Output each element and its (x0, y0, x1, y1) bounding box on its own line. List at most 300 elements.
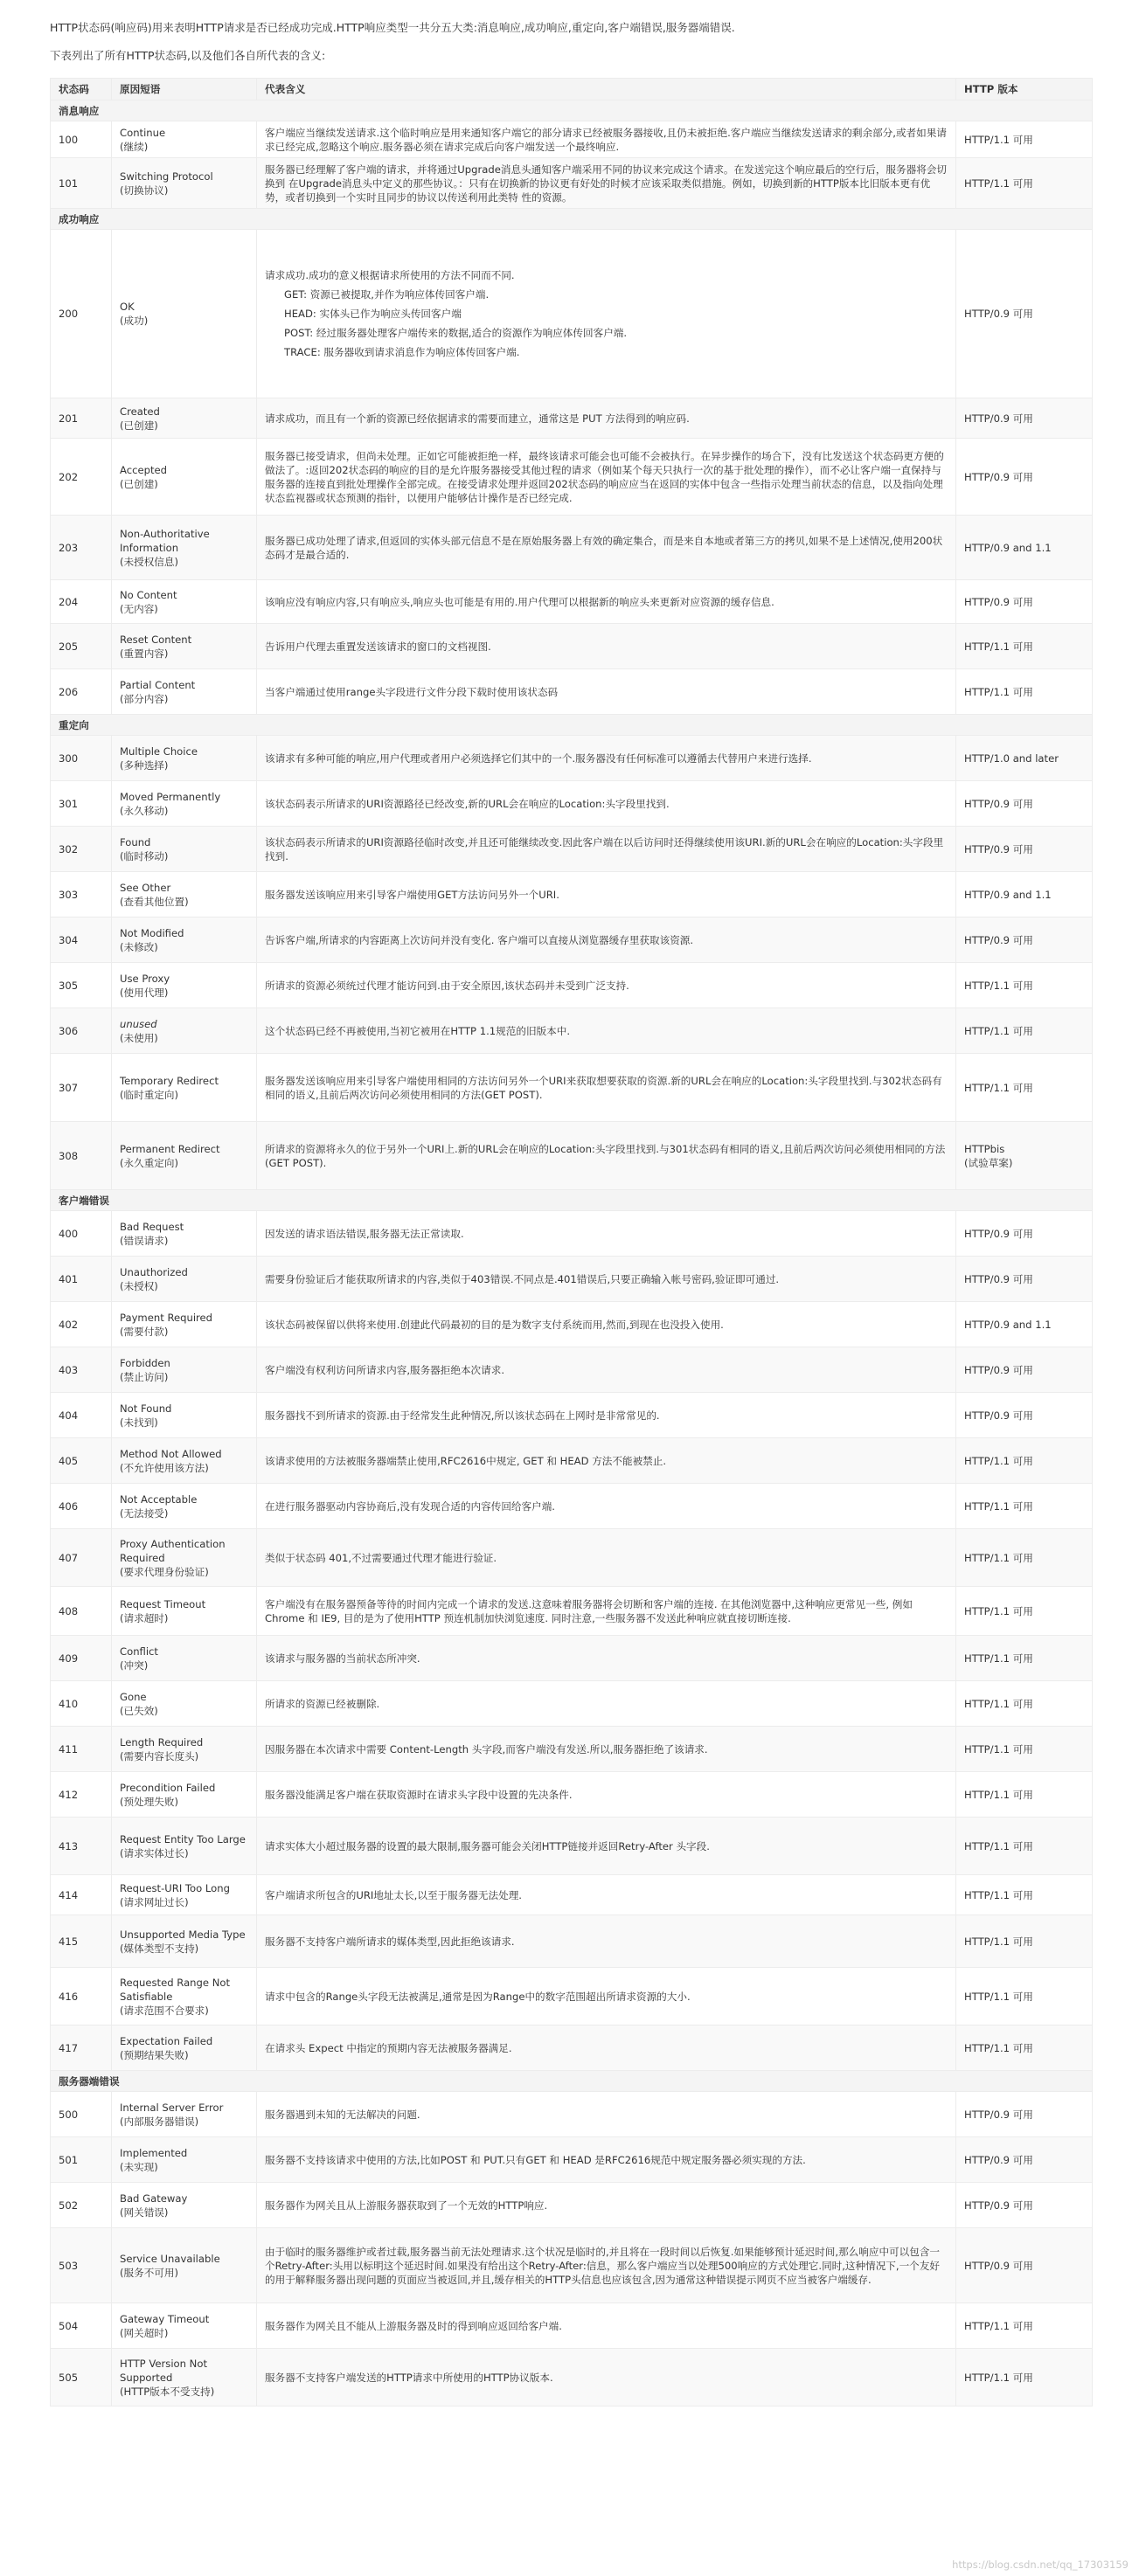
http-version-cell (956, 1122, 1093, 1190)
status-code-cell: 409 (51, 1636, 112, 1681)
http-version-cell (956, 2303, 1093, 2349)
status-code-cell: 404 (51, 1393, 112, 1438)
meaning-cell: 类似于状态码 401,不过需要通过代理才能进行验证. (257, 1529, 956, 1587)
status-code-cell: 201 (51, 398, 112, 439)
section-title: 服务器端错误 (51, 2071, 1093, 2092)
reason-phrase-cell (112, 1681, 257, 1727)
status-code-cell: 202 (51, 439, 112, 516)
reason-phrase-chinese: (切换协议) (120, 184, 169, 197)
section-row (51, 715, 1093, 736)
http-version-text: HTTP/0.9 可用 (964, 412, 1033, 425)
reason-phrase-chinese: (内部服务器错误) (120, 2115, 199, 2128)
table-row (51, 827, 1093, 872)
reason-phrase-cell (112, 1484, 257, 1529)
header-status-code: 状态码 (51, 79, 112, 100)
reason-phrase-english: Implemented (120, 2146, 188, 2159)
reason-phrase-english: Found (120, 835, 151, 848)
reason-phrase-cell (112, 1968, 257, 2025)
http-version-text: HTTP/1.1 可用 (964, 1888, 1033, 1901)
http-version-cell (956, 516, 1093, 580)
http-version-cell (956, 1393, 1093, 1438)
http-version-cell (956, 230, 1093, 398)
http-version-cell (956, 1968, 1093, 2025)
reason-phrase-cell (112, 1211, 257, 1257)
reason-phrase-english: Switching Protocol (120, 170, 213, 183)
reason-phrase-chinese: (要求代理身份验证) (120, 1565, 209, 1578)
status-code-cell: 206 (51, 669, 112, 715)
reason-phrase-chinese: (永久重定向) (120, 1156, 179, 1169)
reason-phrase-english: See Other (120, 881, 171, 894)
status-code-cell: 300 (51, 736, 112, 781)
reason-phrase-english: Temporary Redirect (120, 1074, 219, 1087)
http-version-cell (956, 781, 1093, 827)
http-version-cell (956, 1054, 1093, 1122)
status-code-cell: 416 (51, 1968, 112, 2025)
reason-phrase-chinese: (不允许使用该方法) (120, 1461, 209, 1474)
reason-phrase-cell (112, 1875, 257, 1915)
meaning-cell: 服务器找不到所请求的资源.由于经常发生此种情况,所以该状态码在上网时是非常常见的. (257, 1393, 956, 1438)
reason-phrase-chinese: (临时移动) (120, 849, 169, 862)
meaning-cell: 这个状态码已经不再被使用,当初它被用在HTTP 1.1规范的旧版本中. (257, 1008, 956, 1054)
http-version-text: HTTP/1.1 可用 (964, 640, 1033, 653)
reason-phrase-cell (112, 1772, 257, 1818)
table-row (51, 1257, 1093, 1302)
reason-phrase-english: Proxy Authentication Required (120, 1537, 226, 1564)
meaning-cell: 由于临时的服务器维护或者过载,服务器当前无法处理请求.这个状况是临时的,并且将在一段时间以后恢复.如果能够预计延迟时间,那么响应中可以包含一个Retry-After:头用以标明这个延迟时间.如果没有给出这个Retry-After:信息，那么客户端应当以处理500响应的方式处理它.同时,这种情况下,一个友好的用于解释服务器出现问题的页面应当被返回,并且,缓存相关的HTTP头信息也应该包含,因为通常这种错误提示网页不应当被客户端缓存. (257, 2228, 956, 2303)
status-code-cell: 502 (51, 2183, 112, 2228)
meaning-cell: 服务器已接受请求，但尚未处理。正如它可能被拒绝一样，最终该请求可能会也可能不会被执行。在异步操作的场合下，没有比发送这个状态码更方便的做法了。:返回202状态码的响应的目的是允许服务器接受其他过程的请求（例如某个每天只执行一次的基于批处理的操作），而不必让客户端一直保持与服务器的连接直到批处理操作全部完成。在接受请求处理并返回202状态码的响应应当在返回的实体中包含一些指示处理当前状态的信息，以及指向处理状态监视器或状态预测的指针，以便用户能够估计操作是否已经完成. (257, 439, 956, 516)
http-version-text: HTTP/0.9 可用 (964, 308, 1033, 320)
section-row (51, 1190, 1093, 1211)
status-code-cell: 305 (51, 963, 112, 1008)
http-version-text: HTTP/0.9 可用 (964, 2108, 1033, 2121)
reason-phrase-english: Conflict (120, 1645, 158, 1658)
http-version-cell (956, 1438, 1093, 1484)
reason-phrase-chinese: (错误请求) (120, 1234, 169, 1247)
reason-phrase-chinese: (已创建) (120, 419, 158, 432)
http-version-cell (956, 1302, 1093, 1347)
reason-phrase-cell (112, 516, 257, 580)
reason-phrase-english: Request Timeout (120, 1597, 206, 1610)
header-reason-phrase: 原因短语 (112, 79, 257, 100)
reason-phrase-english: Method Not Allowed (120, 1447, 222, 1460)
meaning-cell: 需要身份验证后才能获取所请求的内容,类似于403错误.不同点是.401错误后,只要正确输入帐号密码,验证即可通过. (257, 1257, 956, 1302)
table-row (51, 439, 1093, 516)
reason-phrase-english: Length Required (120, 1735, 204, 1748)
status-code-cell: 200 (51, 230, 112, 398)
reason-phrase-cell (112, 2183, 257, 2228)
reason-phrase-cell (112, 2228, 257, 2303)
meaning-cell: 该请求与服务器的当前状态所冲突. (257, 1636, 956, 1681)
meaning-cell: 因服务器在本次请求中需要 Content-Length 头字段,而客户端没有发送.所以,服务器拒绝了该请求. (257, 1727, 956, 1772)
http-version-text: HTTP/0.9 可用 (964, 797, 1033, 810)
table-row (51, 1008, 1093, 1054)
section-row (51, 2071, 1093, 2092)
http-version-text: HTTP/0.9 可用 (964, 2199, 1033, 2212)
reason-phrase-english: Partial Content (120, 678, 196, 691)
http-version-cell (956, 963, 1093, 1008)
reason-phrase-chinese: (永久移动) (120, 804, 169, 817)
reason-phrase-cell (112, 1818, 257, 1875)
http-version-text: HTTP/1.1 可用 (964, 2371, 1033, 2384)
meaning-cell: 请求中包含的Range头字段无法被满足,通常是因为Range中的数字范围超出所请求资源的大小. (257, 1968, 956, 2025)
status-code-cell: 402 (51, 1302, 112, 1347)
status-code-cell: 302 (51, 827, 112, 872)
table-row (51, 1818, 1093, 1875)
status-code-cell: 401 (51, 1257, 112, 1302)
reason-phrase-cell (112, 121, 257, 158)
status-code-cell: 308 (51, 1122, 112, 1190)
http-version-cell (956, 2183, 1093, 2228)
meaning-cell: 服务器遇到未知的无法解决的问题. (257, 2092, 956, 2137)
reason-phrase-chinese: (未授权信息) (120, 555, 179, 568)
http-version-text: HTTP/0.9 可用 (964, 1363, 1033, 1376)
table-row (51, 918, 1093, 963)
reason-phrase-cell (112, 624, 257, 669)
reason-phrase-english: HTTP Version Not Supported (120, 2357, 207, 2384)
reason-phrase-english: Continue (120, 126, 166, 139)
reason-phrase-cell (112, 580, 257, 624)
table-row (51, 1727, 1093, 1772)
meaning-cell: 服务器发送该响应用来引导客户端使用GET方法访问另外一个URI. (257, 872, 956, 918)
reason-phrase-english: Requested Range Not Satisfiable (120, 1976, 231, 2003)
reason-phrase-chinese: (无内容) (120, 602, 158, 615)
status-code-table (50, 78, 1093, 2406)
meaning-cell: 所请求的资源已经被删除. (257, 1681, 956, 1727)
header-meaning: 代表含义 (257, 79, 956, 100)
meaning-cell: 服务器发送该响应用来引导客户端使用相同的方法访问另外一个URI来获取想要获取的资源.新的URL会在响应的Location:头字段里找到.与302状态码有相同的语义,且前后两次访问必须使用相同的方法(GET POST). (257, 1054, 956, 1122)
http-version-cell (956, 1875, 1093, 1915)
reason-phrase-english: Bad Request (120, 1220, 184, 1233)
http-version-text: HTTP/1.1 可用 (964, 1652, 1033, 1665)
meaning-cell: 该请求有多种可能的响应,用户代理或者用户必须选择它们其中的一个.服务器没有任何标准可以遵循去代替用户来进行选择. (257, 736, 956, 781)
reason-phrase-english: Request Entity Too Large (120, 1832, 246, 1845)
http-version-cell (956, 121, 1093, 158)
table-row (51, 1302, 1093, 1347)
section-title: 重定向 (51, 715, 1093, 736)
reason-phrase-chinese: (请求实体过长) (120, 1846, 189, 1859)
http-version-cell (956, 872, 1093, 918)
table-row (51, 2349, 1093, 2406)
http-version-text: HTTP/1.1 可用 (964, 1454, 1033, 1467)
status-code-cell: 301 (51, 781, 112, 827)
meaning-cell: 在进行服务器驱动内容协商后,没有发现合适的内容传回给客户端. (257, 1484, 956, 1529)
table-row (51, 1772, 1093, 1818)
reason-phrase-cell (112, 1438, 257, 1484)
table-row (51, 1211, 1093, 1257)
reason-phrase-cell (112, 1587, 257, 1636)
reason-phrase-english: Permanent Redirect (120, 1142, 220, 1155)
reason-phrase-chinese: (HTTP版本不受支持) (120, 2385, 215, 2398)
reason-phrase-english: Not Modified (120, 926, 184, 939)
status-code-cell: 306 (51, 1008, 112, 1054)
reason-phrase-cell (112, 1915, 257, 1968)
table-row (51, 516, 1093, 580)
reason-phrase-chinese: (已失效) (120, 1704, 158, 1717)
table-row (51, 624, 1093, 669)
status-code-cell: 403 (51, 1347, 112, 1393)
http-version-text: HTTP/0.9 可用 (964, 842, 1033, 855)
http-version-text: HTTP/1.1 可用 (964, 685, 1033, 698)
meaning-line: GET: 资源已被提取,并作为响应体传回客户端. (284, 288, 490, 301)
meaning-cell: 服务器不支持客户端发送的HTTP请求中所使用的HTTP协议版本. (257, 2349, 956, 2406)
meaning-cell: 服务器作为网关且从上游服务器获取到了一个无效的HTTP响应. (257, 2183, 956, 2228)
http-version-cell (956, 918, 1093, 963)
http-version-text: HTTP/0.9 可用 (964, 595, 1033, 608)
reason-phrase-english: Not Found (120, 1402, 172, 1415)
table-row (51, 781, 1093, 827)
section-row (51, 100, 1093, 121)
reason-phrase-cell (112, 781, 257, 827)
table-row (51, 1484, 1093, 1529)
reason-phrase-cell (112, 1529, 257, 1587)
reason-phrase-cell (112, 2092, 257, 2137)
http-version-text: HTTP/1.1 可用 (964, 133, 1033, 146)
reason-phrase-cell (112, 398, 257, 439)
reason-phrase-cell (112, 1347, 257, 1393)
section-title: 客户端错误 (51, 1190, 1093, 1211)
http-version-text: HTTP/0.9 可用 (964, 1272, 1033, 1285)
status-code-cell: 411 (51, 1727, 112, 1772)
table-row (51, 1915, 1093, 1968)
reason-phrase-chinese: (需要付款) (120, 1325, 169, 1338)
reason-phrase-chinese: (未修改) (120, 940, 158, 953)
http-version-cell (956, 827, 1093, 872)
reason-phrase-english: Reset Content (120, 633, 192, 646)
reason-phrase-cell (112, 963, 257, 1008)
http-version-text: HTTP/1.1 可用 (964, 1499, 1033, 1513)
http-version-cell (956, 2092, 1093, 2137)
meaning-cell: 客户端没有在服务器预备等待的时间内完成一个请求的发送.这意味着服务器将会切断和客户端的连接. 在其他浏览器中,这种响应更常见一些, 例如Chrome 和 IE9, 目的是为了使用HTTP 预连机制加快浏览速度. 同时注意,一些服务器不发送此种响应就直接切断连接. (257, 1587, 956, 1636)
reason-phrase-chinese: (网关错误) (120, 2206, 169, 2219)
reason-phrase-chinese: (预处理失败) (120, 1795, 179, 1808)
http-version-cell (956, 398, 1093, 439)
reason-phrase-chinese: (临时重定向) (120, 1088, 179, 1101)
http-version-cell (956, 1915, 1093, 1968)
status-code-cell: 407 (51, 1529, 112, 1587)
http-version-text: HTTP/1.0 and later (964, 751, 1059, 765)
status-code-cell: 101 (51, 158, 112, 209)
meaning-cell: 该状态码表示所请求的URI资源路径已经改变,新的URL会在响应的Location:头字段里找到. (257, 781, 956, 827)
meaning-cell: 该响应没有响应内容,只有响应头,响应头也可能是有用的.用户代理可以根据新的响应头来更新对应资源的缓存信息. (257, 580, 956, 624)
http-version-text: HTTP/1.1 可用 (964, 1839, 1033, 1852)
table-row (51, 121, 1093, 158)
meaning-cell: 服务器不支持该请求中使用的方法,比如POST 和 PUT.只有GET 和 HEAD 是RFC2616规范中规定服务器必须实现的方法. (257, 2137, 956, 2183)
status-code-cell: 304 (51, 918, 112, 963)
http-version-cell (956, 1727, 1093, 1772)
http-version-cell (956, 1211, 1093, 1257)
http-version-text: HTTP/0.9 可用 (964, 2259, 1033, 2272)
reason-phrase-cell (112, 1636, 257, 1681)
section-title: 消息响应 (51, 100, 1093, 121)
http-version-cell (956, 158, 1093, 209)
reason-phrase-english: Expectation Failed (120, 2034, 213, 2047)
meaning-cell: 所请求的资源将永久的位于另外一个URI上.新的URL会在响应的Location:头字段里找到.与301状态码有相同的语义,且前后两次访问必须使用相同的方法(GET POST). (257, 1122, 956, 1190)
table-row (51, 230, 1093, 398)
reason-phrase-english: Payment Required (120, 1311, 213, 1324)
reason-phrase-cell (112, 1122, 257, 1190)
http-version-cell (956, 2025, 1093, 2071)
status-code-cell: 100 (51, 121, 112, 158)
status-code-cell: 410 (51, 1681, 112, 1727)
status-code-cell: 413 (51, 1818, 112, 1875)
status-code-cell: 415 (51, 1915, 112, 1968)
reason-phrase-english: Created (120, 405, 160, 418)
status-code-cell: 405 (51, 1438, 112, 1484)
meaning-cell: 请求成功，而且有一个新的资源已经依据请求的需要而建立，通常这是 PUT 方法得到的响应码. (257, 398, 956, 439)
reason-phrase-english: Bad Gateway (120, 2192, 188, 2205)
http-version-cell (956, 624, 1093, 669)
table-row (51, 669, 1093, 715)
reason-phrase-cell (112, 439, 257, 516)
watermark-url: https://blog.csdn.net/qq_17303159 (952, 2559, 1129, 2571)
http-version-text: HTTP/1.1 可用 (964, 1697, 1033, 1710)
reason-phrase-cell (112, 2025, 257, 2071)
reason-phrase-english: Multiple Choice (120, 744, 198, 758)
http-version-text: HTTP/0.9 可用 (964, 2153, 1033, 2166)
meaning-line: 请求成功.成功的意义根据请求所使用的方法不同而不同. (265, 269, 515, 281)
reason-phrase-english: No Content (120, 588, 177, 601)
reason-phrase-chinese: (禁止访问) (120, 1370, 169, 1383)
table-row (51, 1529, 1093, 1587)
http-version-text: HTTP/1.1 可用 (964, 177, 1033, 190)
meaning-cell: 该状态码被保留以供将来使用.创建此代码最初的目的是为数字支付系统而用,然而,到现在也没投入使用. (257, 1302, 956, 1347)
reason-phrase-chinese: (请求超时) (120, 1611, 169, 1624)
reason-phrase-chinese: (未找到) (120, 1416, 158, 1429)
http-version-cell (956, 439, 1093, 516)
meaning-cell: 服务器不支持客户端所请求的媒体类型,因此拒绝该请求. (257, 1915, 956, 1968)
reason-phrase-english: Forbidden (120, 1356, 170, 1369)
reason-phrase-cell (112, 1393, 257, 1438)
http-version-text: HTTP/0.9 and 1.1 (964, 1318, 1052, 1331)
meaning-cell (257, 230, 956, 398)
http-version-cell (956, 1257, 1093, 1302)
reason-phrase-chinese: (已创建) (120, 477, 158, 490)
reason-phrase-chinese: (成功) (120, 315, 149, 327)
http-version-cell (956, 669, 1093, 715)
reason-phrase-cell (112, 1727, 257, 1772)
status-code-cell: 203 (51, 516, 112, 580)
table-row (51, 2303, 1093, 2349)
reason-phrase-cell (112, 827, 257, 872)
reason-phrase-cell (112, 918, 257, 963)
table-row (51, 1122, 1093, 1190)
reason-phrase-english: Service Unavailable (120, 2252, 220, 2265)
meaning-line: POST: 经过服务器处理客户端传来的数据,适合的资源作为响应体传回客户端. (284, 327, 628, 339)
reason-phrase-chinese: (查看其他位置) (120, 895, 189, 908)
status-code-cell: 500 (51, 2092, 112, 2137)
reason-phrase-chinese: (重置内容) (120, 647, 169, 660)
table-row (51, 2137, 1093, 2183)
intro-subtitle: 下表列出了所有HTTP状态码,以及他们各自所代表的含义: (50, 49, 326, 62)
reason-phrase-english: Moved Permanently (120, 790, 221, 803)
reason-phrase-english: Unsupported Media Type (120, 1928, 246, 1941)
reason-phrase-cell (112, 230, 257, 398)
http-version-text: HTTP/1.1 可用 (964, 2319, 1033, 2332)
meaning-cell: 服务器已成功处理了请求,但返回的实体头部元信息不是在原始服务器上有效的确定集合，而是来自本地或者第三方的拷贝,如果不是上述情况,使用200状态码才是最合适的. (257, 516, 956, 580)
reason-phrase-chinese: (多种选择) (120, 758, 169, 772)
reason-phrase-chinese: (部分内容) (120, 692, 169, 705)
table-row (51, 872, 1093, 918)
meaning-cell: 在请求头 Expect 中指定的预期内容无法被服务器满足. (257, 2025, 956, 2071)
meaning-cell: 所请求的资源必须统过代理才能访问到.由于安全原因,该状态码并未受到广泛支持. (257, 963, 956, 1008)
reason-phrase-cell (112, 2349, 257, 2406)
reason-phrase-cell (112, 736, 257, 781)
reason-phrase-chinese: (需要内容长度头) (120, 1749, 199, 1762)
status-code-cell: 414 (51, 1875, 112, 1915)
table-row (51, 736, 1093, 781)
table-row (51, 1054, 1093, 1122)
meaning-cell: 该请求使用的方法被服务器端禁止使用,RFC2616中规定, GET 和 HEAD 方法不能被禁止. (257, 1438, 956, 1484)
http-version-text: HTTP/1.1 可用 (964, 1935, 1033, 1948)
status-code-cell: 501 (51, 2137, 112, 2183)
table-row (51, 2025, 1093, 2071)
status-code-cell: 204 (51, 580, 112, 624)
table-header-row (51, 79, 1093, 100)
status-code-cell: 307 (51, 1054, 112, 1122)
meaning-cell: 告诉客户端,所请求的内容距离上次访问并没有变化. 客户端可以直接从浏览器缓存里获取该资源. (257, 918, 956, 963)
http-version-text: HTTP/1.1 可用 (964, 1604, 1033, 1617)
reason-phrase-chinese: (继续) (120, 140, 149, 153)
table-row (51, 1393, 1093, 1438)
http-version-text: HTTP/0.9 可用 (964, 933, 1033, 946)
reason-phrase-english: Internal Server Error (120, 2101, 224, 2114)
http-version-note: (试验草案) (964, 1156, 1013, 1169)
reason-phrase-chinese: (未授权) (120, 1279, 158, 1292)
http-version-cell (956, 1681, 1093, 1727)
http-version-text: HTTP/0.9 可用 (964, 470, 1033, 483)
status-code-cell: 503 (51, 2228, 112, 2303)
meaning-cell: 该状态码表示所请求的URI资源路径临时改变,并且还可能继续改变.因此客户端在以后访问时还得继续使用该URI.新的URL会在响应的Location:头字段里找到. (257, 827, 956, 872)
meaning-cell: 客户端应当继续发送请求.这个临时响应是用来通知客户端它的部分请求已经被服务器接收,且仍未被拒绝.客户端应当继续发送请求的剩余部分,或者如果请求已经完成,忽略这个响应.服务器必须在请求完成后向客户端发送一个最终响应. (257, 121, 956, 158)
table-row (51, 158, 1093, 209)
reason-phrase-chinese: (未实现) (120, 2160, 158, 2173)
reason-phrase-cell (112, 1257, 257, 1302)
reason-phrase-chinese: (预期结果失败) (120, 2048, 189, 2061)
reason-phrase-chinese: (请求范围不合要求) (120, 2004, 209, 2017)
http-version-text: HTTP/0.9 可用 (964, 1409, 1033, 1422)
meaning-cell: 服务器作为网关且不能从上游服务器及时的得到响应返回给客户端. (257, 2303, 956, 2349)
reason-phrase-chinese: (网关超时) (120, 2326, 169, 2339)
reason-phrase-english: unused (120, 1017, 157, 1030)
http-version-cell (956, 1008, 1093, 1054)
meaning-cell: 当客户端通过使用range头字段进行文件分段下载时使用该状态码 (257, 669, 956, 715)
meaning-cell: 告诉用户代理去重置发送该请求的窗口的文档视图. (257, 624, 956, 669)
http-version-cell (956, 1587, 1093, 1636)
reason-phrase-english: Unauthorized (120, 1265, 188, 1278)
reason-phrase-english: Use Proxy (120, 972, 170, 985)
http-version-text: HTTP/1.1 可用 (964, 979, 1033, 992)
http-version-text: HTTP/0.9 and 1.1 (964, 541, 1052, 554)
http-version-cell (956, 2137, 1093, 2183)
table-row (51, 2092, 1093, 2137)
reason-phrase-cell (112, 2137, 257, 2183)
section-row (51, 209, 1093, 230)
http-version-text: HTTP/0.9 可用 (964, 1227, 1033, 1240)
reason-phrase-chinese: (无法接受) (120, 1506, 169, 1520)
http-version-text: HTTPbis (964, 1142, 1005, 1155)
http-version-text: HTTP/1.1 可用 (964, 1788, 1033, 1801)
http-version-cell (956, 1484, 1093, 1529)
meaning-cell: 客户端请求所包含的URI地址太长,以至于服务器无法处理. (257, 1875, 956, 1915)
meaning-line: HEAD: 实体头已作为响应头传回客户端 (284, 308, 462, 320)
http-version-cell (956, 1636, 1093, 1681)
status-code-cell: 412 (51, 1772, 112, 1818)
status-code-cell: 400 (51, 1211, 112, 1257)
http-version-text: HTTP/1.1 可用 (964, 2041, 1033, 2054)
reason-phrase-english: Not Acceptable (120, 1492, 198, 1506)
meaning-cell: 客户端没有权利访问所请求内容,服务器拒绝本次请求. (257, 1347, 956, 1393)
